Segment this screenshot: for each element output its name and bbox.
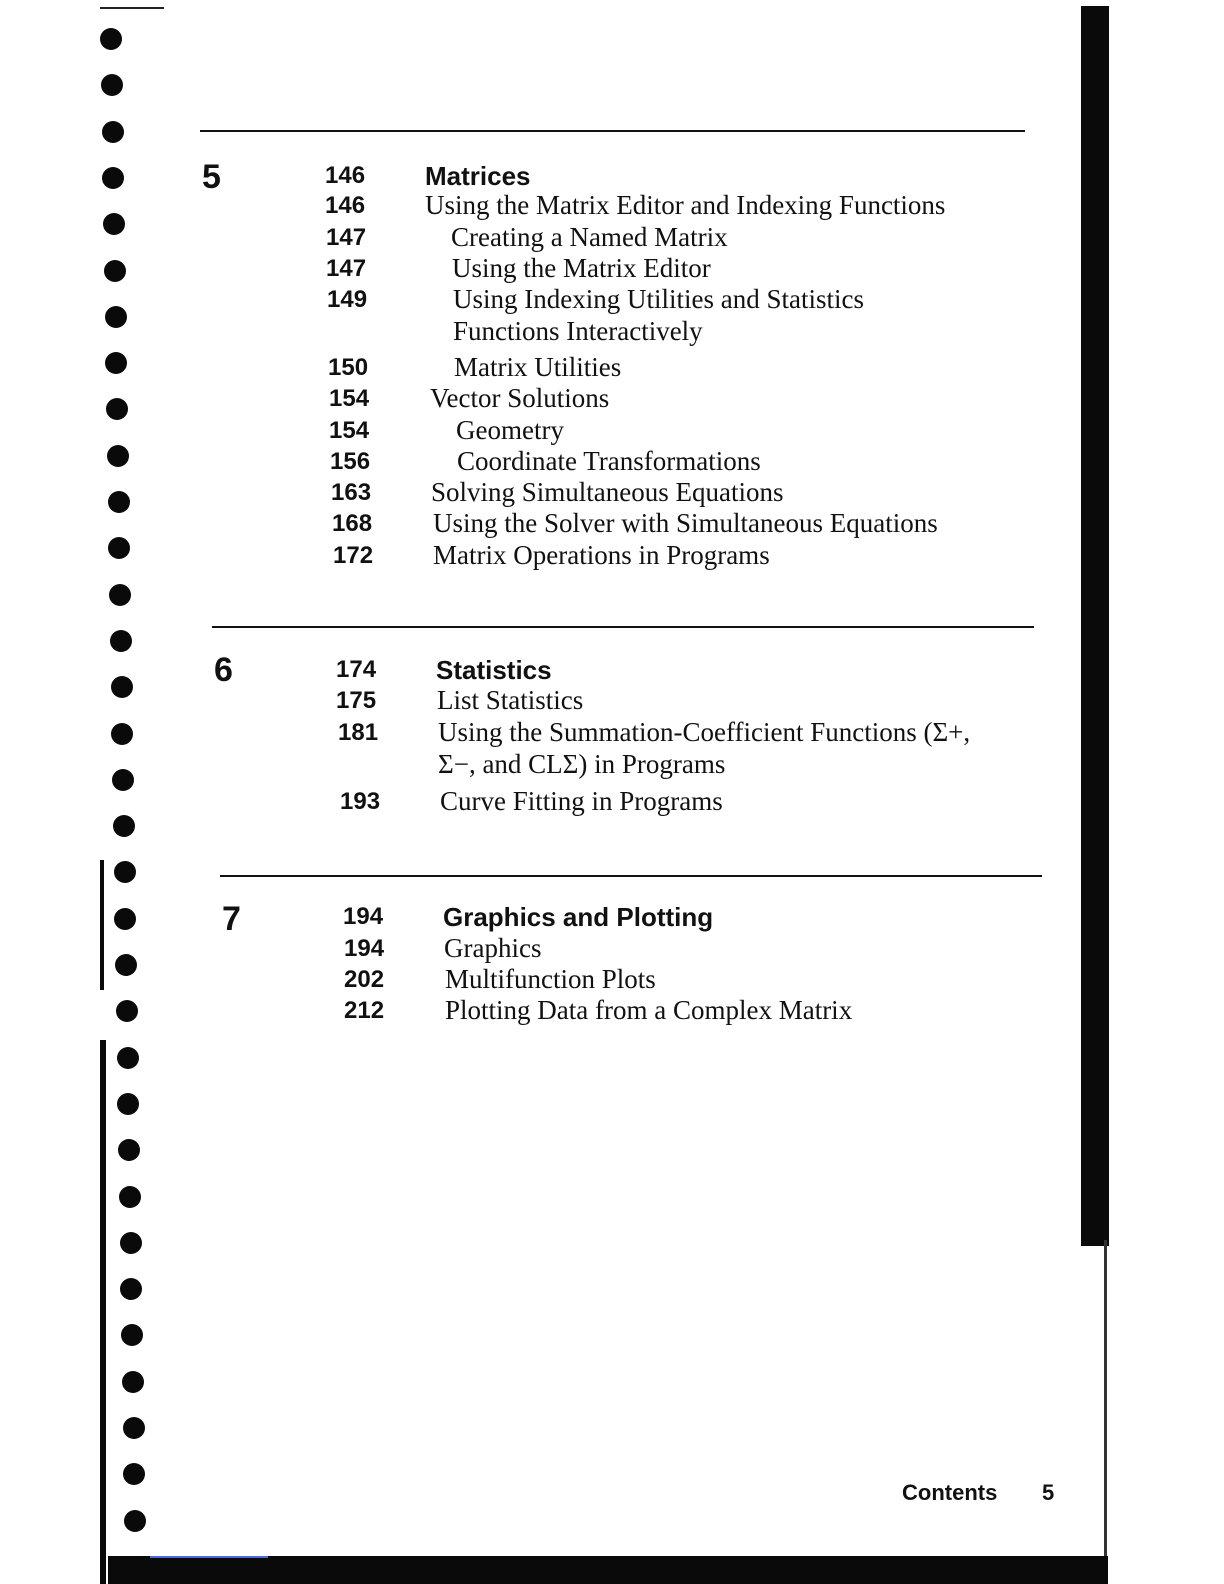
bottom-blue-mark (150, 1556, 268, 1558)
entry-title: Matrix Utilities (454, 352, 622, 382)
page-number: 149 (327, 286, 368, 313)
chapter-number: 6 (214, 651, 233, 689)
entry-title: Graphics (444, 933, 542, 963)
section-rule (200, 130, 1025, 132)
entry-title: Matrix Operations in Programs (433, 540, 770, 570)
binding-hole (123, 1463, 145, 1485)
chapter-title: Matrices (425, 161, 531, 191)
binding-hole (123, 1417, 145, 1439)
entry-title: Curve Fitting in Programs (440, 786, 723, 816)
page-number: 174 (336, 656, 377, 683)
binding-hole (102, 121, 124, 143)
page-number: 202 (344, 966, 385, 993)
entry-title: Using the Matrix Editor (452, 253, 711, 283)
binding-hole (120, 1232, 142, 1254)
bottom-scan-edge (108, 1556, 1108, 1584)
binding-hole (120, 1278, 142, 1300)
entry-title: Coordinate Transformations (457, 446, 761, 476)
page-number: 194 (343, 903, 384, 930)
page-number: 146 (325, 192, 366, 219)
entry-title: List Statistics (437, 685, 584, 715)
entry-title-continued: Σ−, and CLΣ) in Programs (438, 749, 726, 779)
entry-title: Geometry (456, 415, 564, 445)
right-scan-edge-thin (1104, 1240, 1107, 1560)
binding-hole (101, 74, 123, 96)
page-number: 175 (336, 687, 377, 714)
page-footer (902, 1480, 1055, 1506)
binder-edge-upper (100, 860, 104, 990)
binding-hole (117, 1047, 139, 1069)
page-number: 181 (338, 719, 379, 746)
entry-title: Plotting Data from a Complex Matrix (445, 995, 853, 1025)
page-number: 193 (340, 788, 381, 815)
binding-hole (100, 28, 122, 50)
binding-hole (103, 213, 125, 235)
entry-title: Using the Matrix Editor and Indexing Functions (425, 190, 946, 220)
page-number: 172 (333, 542, 374, 569)
chapter-title: Graphics and Plotting (443, 902, 714, 932)
page-number: 154 (329, 417, 370, 444)
binding-hole (121, 1324, 143, 1346)
binding-hole (111, 676, 133, 698)
entry-title: Using the Solver with Simultaneous Equations (433, 508, 938, 538)
binding-hole (124, 1510, 146, 1532)
binding-hole (104, 260, 126, 282)
chapter-title: Statistics (436, 655, 552, 685)
section-rule (212, 626, 1034, 628)
binding-hole (110, 630, 132, 652)
footer-page-number: 5 (1042, 1480, 1055, 1505)
binding-hole (119, 1186, 141, 1208)
binding-hole (113, 815, 135, 837)
right-scan-edge (1081, 6, 1109, 1246)
page-number: 212 (344, 997, 385, 1024)
page-number: 163 (331, 479, 372, 506)
entry-title: Using Indexing Utilities and Statistics (453, 284, 864, 314)
chapter-number: 5 (202, 158, 221, 196)
page-number: 156 (330, 448, 371, 475)
binding-hole (115, 954, 137, 976)
binding-hole (116, 1000, 138, 1022)
binding-hole (108, 491, 130, 513)
binding-hole (117, 1093, 139, 1115)
top-edge-mark (100, 7, 164, 9)
page-number: 146 (325, 162, 366, 189)
section-rule (220, 875, 1042, 877)
binding-hole (118, 1139, 140, 1161)
entry-title: Solving Simultaneous Equations (431, 477, 784, 507)
binding-hole (102, 167, 124, 189)
chapter-number: 7 (222, 900, 241, 938)
entry-title: Vector Solutions (430, 383, 610, 413)
entry-title: Creating a Named Matrix (451, 222, 728, 252)
binding-hole (108, 537, 130, 559)
page-number: 194 (344, 935, 385, 962)
binding-hole (114, 861, 136, 883)
entry-title-continued: Functions Interactively (453, 316, 703, 346)
binding-hole (105, 352, 127, 374)
page-number: 154 (329, 385, 370, 412)
binding-hole (107, 445, 129, 467)
page-number: 147 (326, 224, 367, 251)
binding-hole (105, 306, 127, 328)
page-number: 168 (332, 510, 373, 537)
page-number: 147 (326, 255, 367, 282)
binding-hole (114, 908, 136, 930)
entry-title: Using the Summation-Coefficient Functions (Σ+, (438, 717, 971, 747)
binding-hole (122, 1371, 144, 1393)
binding-hole (109, 584, 131, 606)
binding-hole (111, 723, 133, 745)
footer-label: Contents (902, 1480, 998, 1505)
entry-title: Multifunction Plots (445, 964, 656, 994)
page-number: 150 (328, 354, 369, 381)
binding-hole (106, 398, 128, 420)
binder-edge-lower (100, 1040, 106, 1584)
binding-hole (112, 769, 134, 791)
